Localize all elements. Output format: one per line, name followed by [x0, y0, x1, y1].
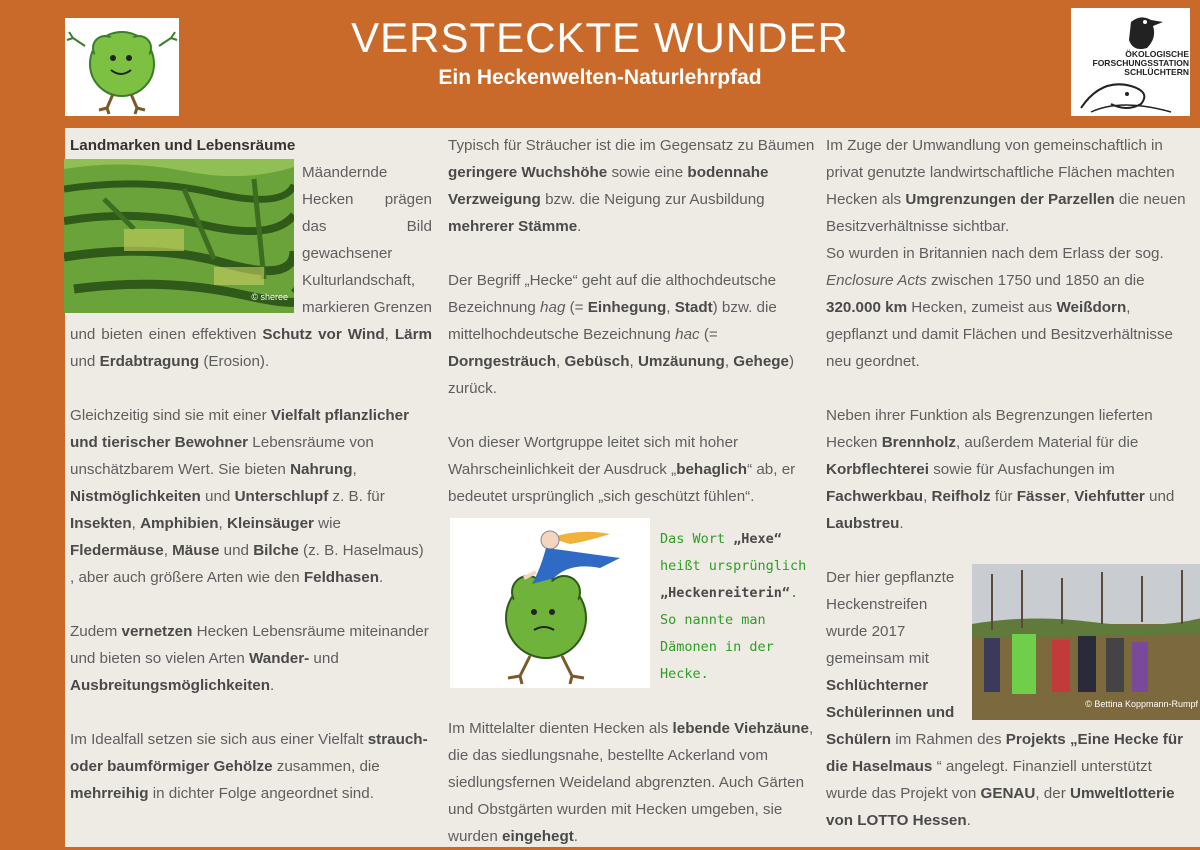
- hedge-landscape-photo: [64, 159, 294, 313]
- photo-credit: © sheree: [251, 292, 288, 302]
- paragraph: So wurden in Britannien nach dem Erlass der sog. Enclosure Acts zwischen 1750 und 1850 an die 320.000 km Hecken, zumeist aus Weißdorn, gepflanzt und damit Flächen und Besitzverhältnisse neu geordnet.: [826, 245, 1173, 370]
- photo-credit: © Bettina Koppmann-Rumpf: [1085, 699, 1198, 709]
- section-heading: Landmarken und Lebensräume: [70, 137, 296, 154]
- hexe-note: Das Wort „Hexe“ heißt ursprünglich „Heckenreiterin“. So nannte man Dämonen in der Hecke.: [660, 531, 807, 682]
- paragraph: Im Idealfall setzen sie sich aus einer Vielfalt strauch- oder baumförmiger Gehölze zusammen, die mehrreihig in dichter Folge angeordnet sind.: [70, 731, 428, 802]
- page-title: VERSTECKTE WUNDER: [351, 14, 849, 61]
- paragraph: Von dieser Wortgruppe leitet sich mit hoher Wahrscheinlichkeit der Ausdruck „behaglich“ ab, er bedeutet ursprünglich „sich geschützt fühlen“.: [448, 434, 796, 505]
- hexe-box: [448, 518, 816, 688]
- column-etymology: [448, 132, 816, 850]
- research-station-logo: [1071, 8, 1190, 116]
- paragraph: Neben ihrer Funktion als Begrenzungen lieferten Hecken Brennholz, außerdem Material für die Korbflechterei sowie für Ausfachungen im Fachwerkbau, Reifholz für Fässer, Viehfutter und Laubstreu.: [826, 407, 1175, 532]
- paragraph: Zudem vernetzen Hecken Lebensräume miteinander und bieten so vielen Arten Wander- und Ausbreitungsmöglichkeiten.: [70, 623, 429, 694]
- hedge-witch-illustration: [450, 518, 650, 688]
- logo-line-3: SCHLÜCHTERN: [1124, 67, 1189, 77]
- logo-line-2: FORSCHUNGSSTATION: [1092, 58, 1189, 68]
- paragraph: Der Begriff „Hecke“ geht auf die althochdeutsche Bezeichnung hag (= Einhegung, Stadt) bzw. die mittelhochdeutsche Bezeichnung hac (= Dorngesträuch, Gebüsch, Umzäunung, Gehege) zurück.: [448, 272, 795, 397]
- column-history: [826, 132, 1196, 834]
- paragraph: Im Zuge der Umwandlung von gemeinschaftlich in privat genutzte landwirtschaftliche Flächen machten Hecken als Umgrenzungen der Parzellen die neuen Besitzverhältnisse sichtbar.: [826, 137, 1186, 235]
- logo-line-1: ÖKOLOGISCHE: [1125, 49, 1189, 59]
- paragraph: Der hier gepflanzte Heckenstreifen wurde 2017 gemeinsam mit Schlüchterner Schülerinnen und Schülern im Rahmen des Projekts „Eine Hecke für die Haselmaus “ angelegt. Finanziell unterstützt wurde das Projekt von GENAU, der Umweltlotterie von LOTTO Hessen.: [826, 569, 1184, 829]
- paragraph: Im Mittelalter dienten Hecken als lebende Viehzäune, die das siedlungsnahe, bestellte Ackerland vom siedlungsfernen Weideland abgrenzten. Auch Gärten und Obstgärten wurden mit Hecken umgeben, sie wurden eingehegt.: [448, 720, 814, 845]
- paragraph: Mäandernde Hecken prägen das Bild gewachsener Kulturlandschaft, markieren Grenzen und bieten einen effektiven Schutz vor Wind, Lärm und Erdabtragung (Erosion).: [70, 164, 432, 370]
- paragraph: Gleichzeitig sind sie mit einer Vielfalt pflanzlicher und tierischer Bewohner Lebensräume von unschätzbarem Wert. Sie bieten Nahrung, Nistmöglichkeiten und Unterschlupf z. B. für Insekten, Amphibien, Kleinsäuger wie Fledermäuse, Mäuse und Bilche (z. B. Haselmaus) , aber auch größere Arten wie den Feldhasen.: [70, 407, 424, 586]
- page-subtitle: Ein Heckenwelten-Naturlehrpfad: [438, 66, 762, 89]
- paragraph: Typisch für Sträucher ist die im Gegensatz zu Bäumen geringere Wuchshöhe sowie eine bodennahe Verzweigung bzw. die Neigung zur Ausbildung mehrerer Stämme.: [448, 137, 815, 235]
- column-landmarks: [70, 132, 432, 807]
- planting-photo: [972, 564, 1200, 720]
